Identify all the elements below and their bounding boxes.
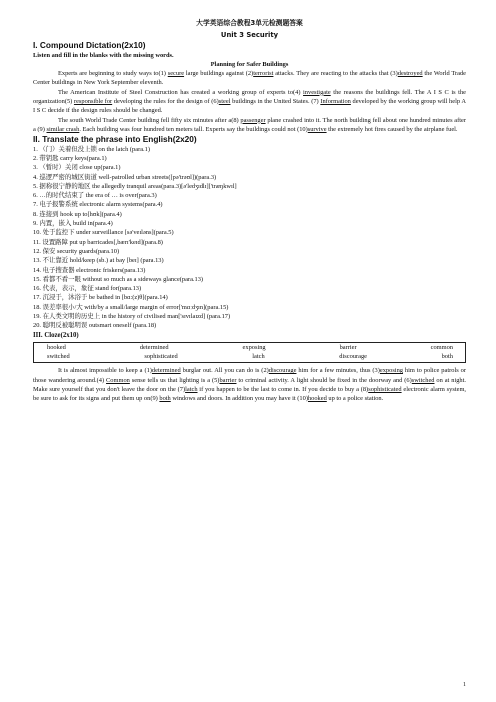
passage-text: windows and doors. In addition you may have it (10) xyxy=(170,395,308,403)
section-2-heading: II. Translate the phrase into English(2x20) xyxy=(33,134,197,145)
answer-word: latch xyxy=(185,385,198,393)
answer-word: sophisticated xyxy=(368,385,402,393)
passage-text: up to a police station. xyxy=(326,395,384,403)
answer-word: switched xyxy=(411,376,435,384)
phrase-item: 14. 电子搜查器 electronic friskers(para.13) xyxy=(33,266,146,274)
phrase-item: 20. 聪明反被聪明误 outsmart oneself (para.18) xyxy=(33,322,157,330)
word-bank-word: barrier xyxy=(339,344,357,352)
answer-word: both xyxy=(159,395,171,403)
section-1-heading: I. Compound Dictation(2x10) xyxy=(33,40,146,50)
dictation-paragraph xyxy=(33,88,466,116)
passage-text: on at night. Make sure yourself that you don't leave the door on the (7) xyxy=(33,376,466,393)
phrase-item: 1. （门）关着但没上锁 on the latch (para.1) xyxy=(33,145,150,153)
passage-text: him to police patrols or those wandering around.(4) xyxy=(33,367,466,384)
passage-text: him for a few minutes, thus (3) xyxy=(296,367,380,375)
phrase-item: 11. 设置路障 put up barricades[,bærɪ'keɪd](para.8) xyxy=(33,238,163,246)
word-bank-word: hooked xyxy=(47,344,66,352)
passage-text: plane crashed into it. The north building fell about one hundred minutes after a (9) xyxy=(33,116,466,133)
passage-text: Experts are beginning to study ways to(1) xyxy=(58,70,168,78)
passage-text: the extremely hot fires caused by the airplane fuel. xyxy=(326,125,458,133)
answer-word: steel xyxy=(218,97,231,105)
phrase-item: 5. 据称很宁静的地区 the allegedly tranquil areas(para.3)[ə'ledʒɪdlɪ]['træŋkwɪl] xyxy=(33,182,237,190)
passage-text: the World Trade Center buildings in New York September eleventh. xyxy=(33,70,467,87)
answer-word: investigate xyxy=(303,88,331,96)
section-1-instruction: Listen and fill in the blanks with the missing words. xyxy=(33,51,174,59)
passage-title: Planning for Safer Buildings xyxy=(210,60,289,68)
dictation-passage xyxy=(33,69,466,134)
phrase-item: 16. 代表，表示，象征 stand for(para.13) xyxy=(33,285,142,293)
unit-title: Unit 3 Security xyxy=(220,31,279,39)
passage-text: . Each building was four hundred ten meters tall. Experts say the buildings could not (10) xyxy=(79,125,308,133)
phrase-item: 19. 在人类文明的历史上 in the history of civilised man['sɪvɪlaɪzd] (para.17) xyxy=(33,313,231,321)
passage-text: The south World Trade Center building fell fifty six minutes after a(8) xyxy=(58,116,241,124)
answer-word: passenger xyxy=(240,116,266,124)
dictation-paragraph xyxy=(33,69,466,88)
passage-text: electronic alarm system, be sure to ask for its signs and put them up on(9) xyxy=(33,385,467,403)
answer-word: survive xyxy=(307,125,327,133)
answer-word: destroyed xyxy=(397,70,423,78)
passage-text: It is almost impossible to keep a (1) xyxy=(58,367,152,375)
passage-text: attacks. They are reacting to the attacks that (3) xyxy=(273,70,398,78)
passage-text: developing the rules for the design of (6) xyxy=(112,97,219,105)
phrase-item: 3. （暂时）关闭 close up(para.1) xyxy=(33,164,121,172)
passage-text: developed by the working group will help A I S C decide if the design rules should be changed. xyxy=(33,97,466,115)
word-bank-word: both xyxy=(441,352,453,360)
phrase-item: 6. …的时代结束了 the era of … is over(para.3) xyxy=(33,192,157,200)
passage-text: sense tells us that lighting is a (5) xyxy=(129,376,220,384)
answer-word: barrier xyxy=(219,376,237,384)
word-bank-word: determined xyxy=(139,344,169,352)
word-bank-word: common xyxy=(430,344,453,352)
phrase-item: 7. 电子报警系统 electronic alarm systems(para.4) xyxy=(33,201,163,209)
passage-text: burglar out. All you can do is (2) xyxy=(180,367,269,375)
phrase-item: 4. 巡逻严密的城区街道 well-patrolled urban streets([pə'trəʊl])(para.3) xyxy=(33,173,217,181)
word-bank-word: discourage xyxy=(339,352,367,360)
phrase-item: 13. 不让靠近 hold/keep (sb.) at bay [beɪ] (para.13) xyxy=(33,257,164,265)
answer-word: discourage xyxy=(268,367,297,375)
document-title: 大学英语综合教程3单元检测题答案 xyxy=(196,19,303,27)
answer-word: terrorist xyxy=(253,70,274,78)
phrase-item: 18. 误差率很小/大 with/by a small/large margin of error['mɑːdʒɪn](para.15) xyxy=(33,303,229,311)
passage-text: the reasons the buildings fell. The A I S C is the organization(5) xyxy=(33,88,466,105)
phrase-item: 9. 内置，嵌入 build in(para.4) xyxy=(33,220,113,228)
answer-word: Common xyxy=(106,376,130,384)
page-number: 1 xyxy=(463,681,466,688)
phrase-item: 17. 沉浸于，沐浴于 be bathed in [bɑ:(z)θ](para.14) xyxy=(33,294,168,302)
cloze-passage xyxy=(33,366,466,403)
word-bank-word: sophisticated xyxy=(144,352,178,360)
word-bank-row xyxy=(47,344,453,353)
section-3-heading: III. Cloze(2x10) xyxy=(33,331,79,339)
answer-word: secure xyxy=(167,70,185,78)
answer-word: determined xyxy=(151,367,181,375)
passage-text: to criminal activity. A light should be fixed in the doorway and (6) xyxy=(236,376,412,384)
word-bank-word: exposing xyxy=(242,344,266,352)
answer-word: exposing xyxy=(379,367,403,375)
passage-text: if you happen to be the last to come in. If you decide to buy a (8) xyxy=(197,385,369,393)
passage-text: large buildings against (2) xyxy=(184,70,254,78)
phrase-item: 2. 带钥匙 carry keys(para.1) xyxy=(33,154,107,162)
answer-word: similar crash xyxy=(46,125,80,133)
answer-word: hooked xyxy=(307,395,327,403)
phrase-item: 8. 连接到 hook up to[hʊk](para.4) xyxy=(33,210,122,218)
word-bank xyxy=(33,342,466,363)
passage-text: The American Institute of Steel Construction has created a working group of experts to(4) xyxy=(58,88,304,96)
word-bank-row xyxy=(47,353,453,362)
phrase-item: 12. 保安 security guards(para.10) xyxy=(33,247,120,255)
passage-text: buildings in the United States. (7) xyxy=(230,97,321,105)
word-bank-word: latch xyxy=(252,352,265,360)
phrase-item: 15. 看都不看一眼 without so much as a sideways glance(para.13) xyxy=(33,275,204,283)
word-bank-word: switched xyxy=(47,352,70,360)
phrase-list xyxy=(33,145,466,331)
dictation-paragraph xyxy=(33,116,466,135)
answer-word: responsible for xyxy=(73,97,113,105)
phrase-item: 10. 处于监控下 under surveillance [sə'veɪləns](para.5) xyxy=(33,229,174,237)
answer-word: Information xyxy=(320,97,351,105)
